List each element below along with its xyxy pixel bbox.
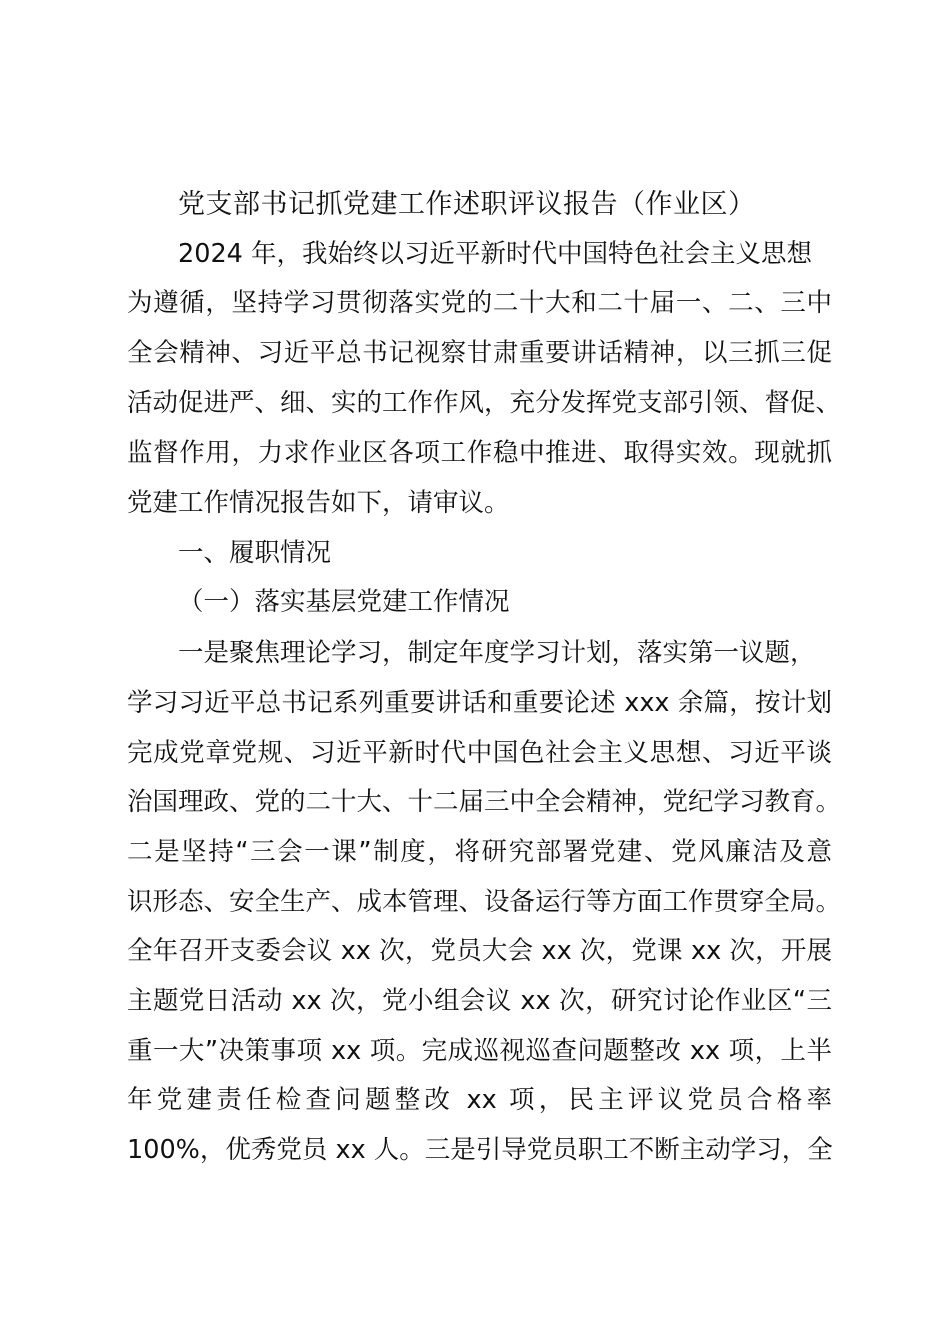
- document-title: 党支部书记抓党建工作述职评议报告（作业区）: [178, 189, 756, 220]
- paragraph-line: 监督作用，力求作业区各项工作稳中推进、取得实效。现就抓: [127, 438, 832, 468]
- paragraph-line: 全会精神、习近平总书记视察甘肃重要讲话精神，以三抓三促: [127, 338, 832, 368]
- paragraph-line: 活动促进严、细、实的工作作风，充分发挥党支部引领、督促、: [127, 388, 842, 418]
- paragraph-line: 学习习近平总书记系列重要讲话和重要论述 xxx 余篇，按计划: [127, 688, 832, 718]
- paragraph-line: 2024 年，我始终以习近平新时代中国特色社会主义思想: [178, 239, 813, 269]
- paragraph-line: 一是聚焦理论学习，制定年度学习计划，落实第一议题，: [178, 638, 816, 668]
- paragraph-line: 全年召开支委会议 xx 次，党员大会 xx 次，党课 xx 次，开展: [127, 936, 832, 966]
- paragraph-line: 100%，优秀党员 xx 人。三是引导党员职工不断主动学习，全: [127, 1135, 833, 1165]
- paragraph-line: 党建工作情况报告如下，请审议。: [127, 488, 510, 518]
- paragraph-line: 治国理政、党的二十大、十二届三中全会精神，党纪学习教育。: [127, 787, 842, 817]
- paragraph-line: 为遵循，坚持学习贯彻落实党的二十大和二十届一、二、三中: [127, 288, 832, 318]
- paragraph-line: 主题党日活动 xx 次，党小组会议 xx 次，研究讨论作业区“三: [127, 986, 832, 1016]
- paragraph-line: 重一大”决策事项 xx 项。完成巡视巡查问题整改 xx 项，上半: [127, 1036, 832, 1066]
- paragraph-line: 年党建责任检查问题整改 xx 项，民主评议党员合格率: [127, 1085, 832, 1115]
- subsection-heading: （一）落实基层党建工作情况: [178, 587, 510, 617]
- paragraph-line: 二是坚持“三会一课”制度，将研究部署党建、党风廉洁及意: [127, 837, 832, 867]
- section-heading: 一、履职情况: [178, 538, 332, 568]
- paragraph-line: 识形态、安全生产、成本管理、设备运行等方面工作贯穿全局。: [127, 887, 842, 917]
- paragraph-line: 完成党章党规、习近平新时代中国色社会主义思想、习近平谈: [127, 738, 832, 768]
